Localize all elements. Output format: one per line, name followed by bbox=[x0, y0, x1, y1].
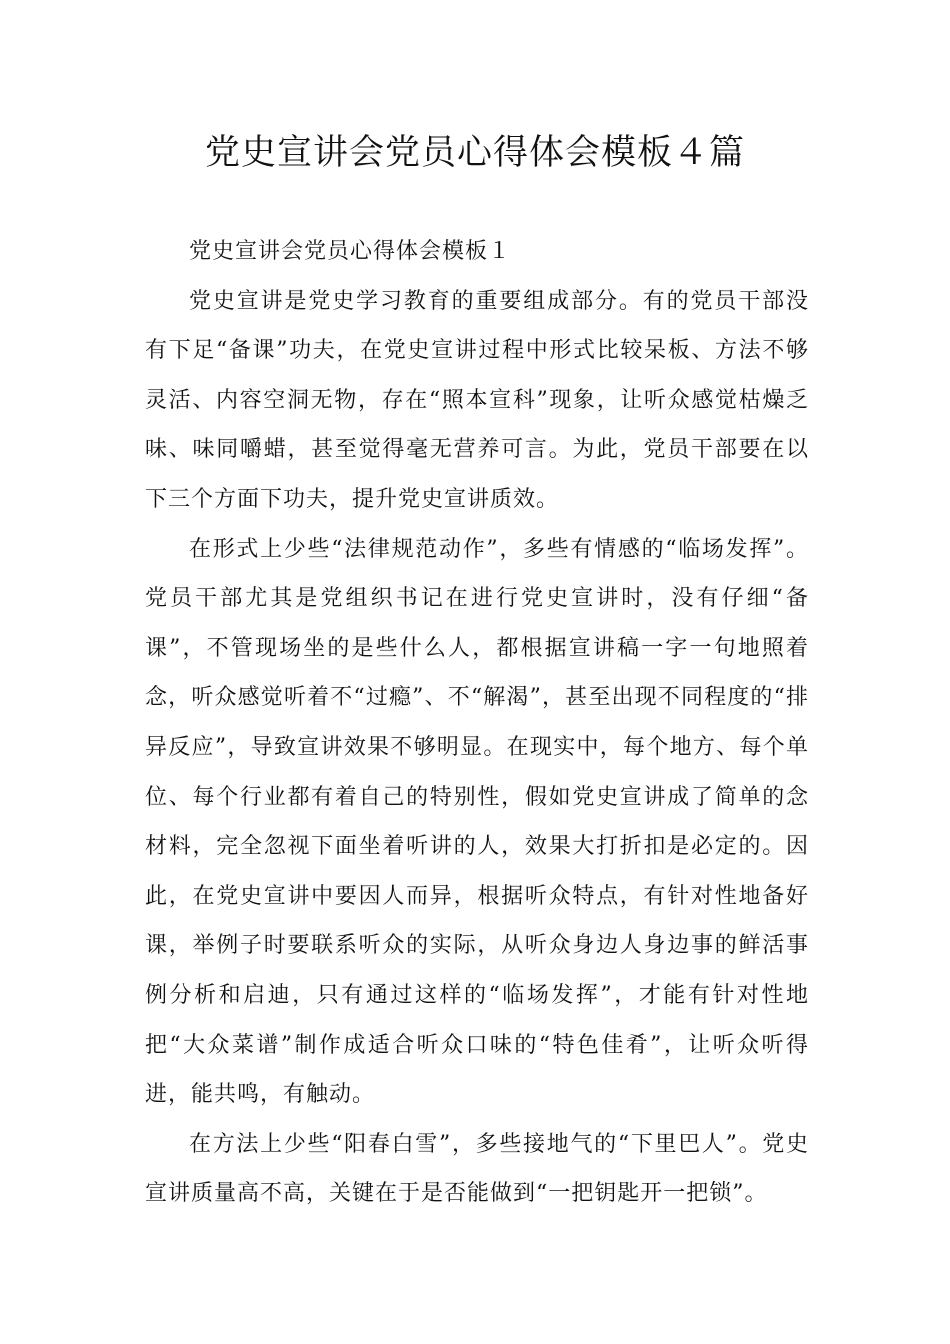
paragraph-2: 在形式上少些“法律规范动作”，多些有情感的“临场发挥”。党员干部尤其是党组织书记在进行党史宣讲时，没有仔细“备课”，不管现场坐的是些什么人，都根据宣讲稿一字一句地照着念，听众感觉听着不“过瘾”、不“解渴”，甚至出现不同程度的“排异反应”，导致宣讲效果不够明显。在现实中，每个地方、每个单位、每个行业都有着自己的特别性，假如党史宣讲成了简单的念材料，完全忽视下面坐着听讲的人，效果大打折扣是必定的。因此，在党史宣讲中要因人而异，根据听众特点，有针对性地备好课，举例子时要联系听众的实际，从听众身边人身边事的鲜活事例分析和启迪，只有通过这样的“临场发挥”，才能有针对性地把“大众菜谱”制作成适合听众口味的“特色佳肴”，让听众听得进，能共鸣，有触动。 bbox=[145, 536, 809, 1108]
paragraph-1: 党史宣讲是党史学习教育的重要组成部分。有的党员干部没有下足“备课”功夫，在党史宣讲过程中形式比较呆板、方法不够灵活、内容空洞无物，存在“照本宣科”现象，让听众感觉枯燥乏味、味同嚼蜡，甚至觉得毫无营养可言。为此，党员干部要在以下三个方面下功夫，提升党史宣讲质效。 bbox=[145, 288, 809, 512]
paragraph-3: 在方法上少些“阳春白雪”，多些接地气的“下里巴人”。党史宣讲质量高不高，关键在于是否能做到“一把钥匙开一把锁”。 bbox=[145, 1131, 809, 1207]
document-body bbox=[145, 227, 809, 1219]
section-heading: 党史宣讲会党员心得体会模板１ bbox=[189, 239, 512, 264]
document-title: 党史宣讲会党员心得体会模板４篇 bbox=[204, 133, 745, 173]
